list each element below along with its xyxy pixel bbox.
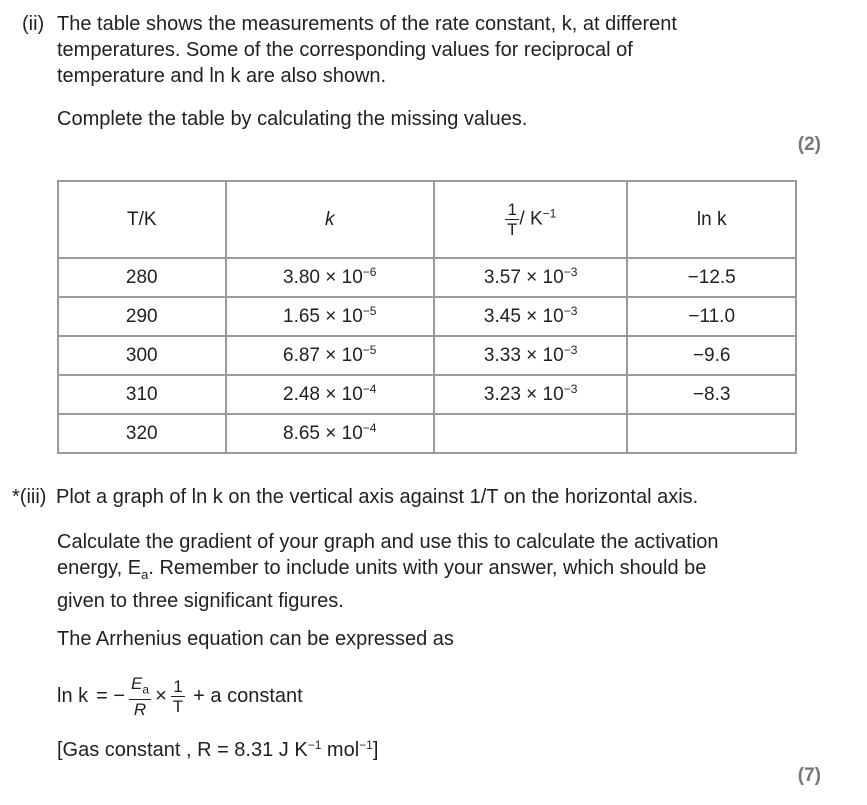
table-row — [58, 414, 796, 453]
ea-over-r-fraction: $\frac{E_a}{R}$ — [131, 674, 150, 720]
cell-reciprocal-temperature: $3.33 \times 10^{-3}$ — [434, 336, 627, 375]
part-iii-calc-line2: energy, $E_a$. Remember to include units with your answer, which should be — [57, 557, 707, 582]
header-temperature: T/K — [58, 181, 226, 258]
part-iii-number: *(iii) — [12, 486, 47, 508]
cell-temperature: 310 — [58, 375, 226, 414]
reciprocal-denominator: T — [507, 220, 518, 239]
header-reciprocal-temperature — [434, 181, 627, 258]
rate-constant-table — [57, 180, 797, 454]
part-iii-calculation-text — [57, 529, 719, 614]
cell-ln-k: −8.3 — [627, 375, 796, 414]
equation-times: × — [155, 685, 167, 708]
part-ii-line2: temperatures. Some of the corresponding values for reciprocal of — [57, 39, 633, 61]
equation-equals: = − — [96, 685, 126, 708]
part-ii-number: (ii) — [22, 13, 45, 35]
table-row — [58, 336, 796, 375]
part-ii-line3: temperature and ln k are also shown. — [57, 65, 387, 87]
cell-reciprocal-temperature — [434, 414, 627, 453]
part-iii-plot-instruction: Plot a graph of ln k on the vertical axis against 1/T on the horizontal axis. — [56, 486, 699, 508]
part-iii-calc-line3: given to three significant figures. — [57, 590, 344, 612]
part-iii-calc-line1: Calculate the gradient of your graph and use this to calculate the activation — [57, 531, 719, 553]
cell-ln-k: −12.5 — [627, 258, 796, 297]
cell-rate-constant: $2.48 \times 10^{-4}$ — [226, 375, 434, 414]
header-ln-k: ln k — [627, 181, 796, 258]
cell-reciprocal-temperature: $3.57 \times 10^{-3}$ — [434, 258, 627, 297]
cell-temperature: 320 — [58, 414, 226, 453]
reciprocal-unit: / K — [519, 208, 543, 230]
cell-reciprocal-temperature: $3.23 \times 10^{-3}$ — [434, 375, 627, 414]
arrhenius-intro: The Arrhenius equation can be expressed as — [57, 628, 454, 650]
equation-lhs: ln k — [57, 685, 89, 708]
gas-constant: [Gas constant , R = 8.31 J $K^{-1}$ mol$^{-1}$] — [57, 738, 379, 761]
cell-temperature: 280 — [58, 258, 226, 297]
table-row — [58, 258, 796, 297]
cell-rate-constant: $6.87 \times 10^{-5}$ — [226, 336, 434, 375]
part-ii-line1: The table shows the measurements of the rate constant, k, at different — [57, 13, 677, 35]
table-header-row — [58, 181, 796, 258]
cell-reciprocal-temperature: $3.45 \times 10^{-3}$ — [434, 297, 627, 336]
cell-temperature: 300 — [58, 336, 226, 375]
part-iii-marks: (7) — [797, 765, 821, 786]
reciprocal-numerator: 1 — [505, 200, 519, 220]
reciprocal-fraction — [505, 200, 519, 239]
cell-rate-constant: $3.80 \times 10^{-6}$ — [226, 258, 434, 297]
one-over-t-fraction: $\frac{1}{T}$ — [172, 677, 184, 717]
cell-ln-k — [627, 414, 796, 453]
cell-temperature: 290 — [58, 297, 226, 336]
table-row — [58, 297, 796, 336]
table-row — [58, 375, 796, 414]
cell-ln-k: −11.0 — [627, 297, 796, 336]
cell-ln-k: −9.6 — [627, 336, 796, 375]
part-ii-instruction: Complete the table by calculating the missing values. — [57, 108, 528, 130]
cell-rate-constant: $8.65 \times 10^{-4}$ — [226, 414, 434, 453]
header-rate-constant: k — [226, 181, 434, 258]
arrhenius-equation — [57, 674, 303, 719]
part-ii-text — [57, 11, 677, 89]
reciprocal-unit-exponent: −1 — [542, 206, 557, 221]
equation-constant: + a constant — [193, 685, 303, 708]
part-ii-marks: (2) — [797, 134, 821, 155]
cell-rate-constant: $1.65 \times 10^{-5}$ — [226, 297, 434, 336]
